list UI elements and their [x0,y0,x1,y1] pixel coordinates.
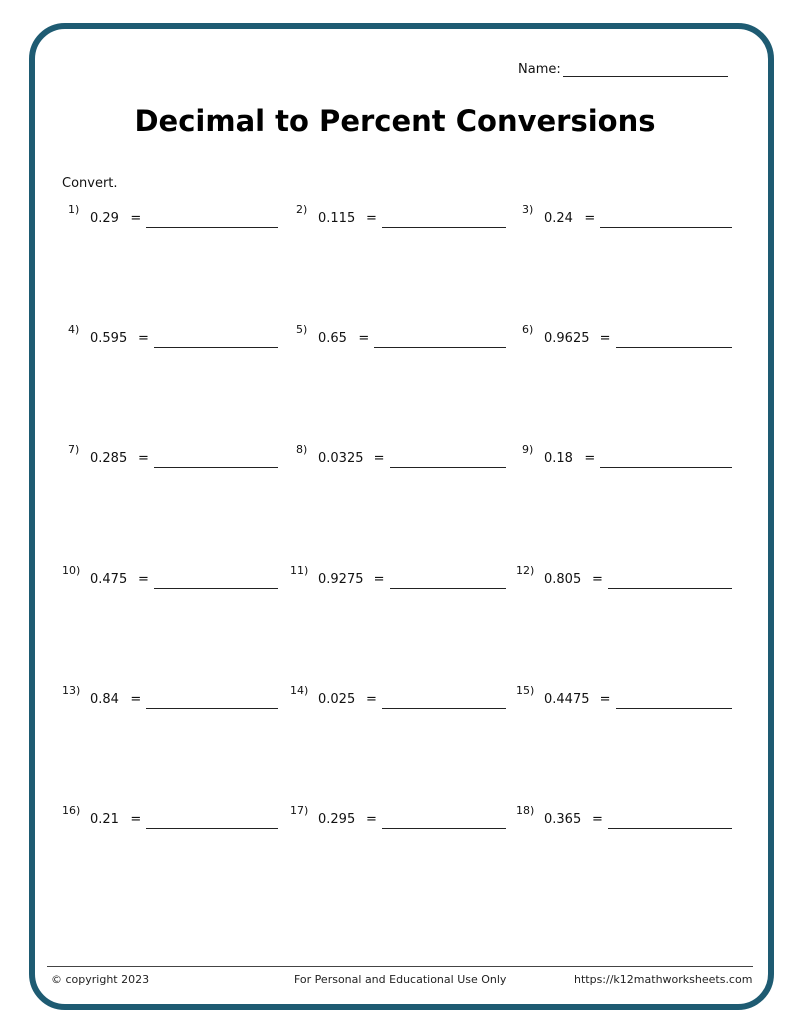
problem-1 [62,203,278,233]
problem-decimal: 0.65 [318,331,347,346]
problem-18 [516,804,732,834]
answer-blank[interactable] [382,828,506,829]
answer-blank[interactable] [616,347,732,348]
equals-sign: = [366,692,377,707]
name-field [518,62,728,77]
footer-url: https://k12mathworksheets.com [574,973,753,986]
equals-sign: = [592,572,603,587]
problem-17 [290,804,506,834]
equals-sign: = [138,451,149,466]
problem-decimal: 0.115 [318,211,356,226]
problem-decimal: 0.805 [544,572,582,587]
problem-decimal: 0.0325 [318,451,364,466]
equals-sign: = [130,812,142,827]
problem-number: 18) [516,804,535,817]
answer-blank[interactable] [146,828,278,829]
problem-number: 5) [296,323,308,336]
equals-sign: = [366,812,377,827]
answer-blank[interactable] [154,588,278,589]
answer-blank[interactable] [390,588,506,589]
problem-5 [290,323,506,353]
problem-decimal: 0.285 [90,451,128,466]
problem-decimal: 0.365 [544,812,582,827]
problem-decimal: 0.9625 [544,331,590,346]
problem-12 [516,564,732,594]
footer-copyright: © copyright 2023 [51,973,150,986]
problem-16 [62,804,278,834]
problem-number: 4) [68,323,80,336]
answer-blank[interactable] [616,708,732,709]
name-label: Name: [518,62,561,77]
equals-sign: = [366,211,377,226]
equals-sign: = [130,211,142,226]
worksheet-border [29,23,774,1010]
problem-6 [516,323,732,353]
name-blank-line[interactable] [563,62,728,77]
problem-number: 1) [68,203,80,216]
problem-number: 14) [290,684,309,697]
problem-decimal: 0.025 [318,692,356,707]
equals-sign: = [584,211,596,226]
problem-number: 2) [296,203,308,216]
equals-sign: = [373,572,385,587]
problem-decimal: 0.595 [90,331,128,346]
problem-decimal: 0.9275 [318,572,364,587]
equals-sign: = [592,812,603,827]
problem-number: 15) [516,684,535,697]
problem-number: 11) [290,564,309,577]
problem-2 [290,203,506,233]
equals-sign: = [373,451,385,466]
answer-blank[interactable] [382,708,506,709]
problem-number: 8) [296,443,308,456]
answer-blank[interactable] [146,227,278,228]
equals-sign: = [584,451,596,466]
answer-blank[interactable] [600,467,732,468]
problem-number: 17) [290,804,309,817]
problem-number: 13) [62,684,81,697]
problem-11 [290,564,506,594]
answer-blank[interactable] [374,347,506,348]
problem-15 [516,684,732,714]
problem-decimal: 0.475 [90,572,128,587]
answer-blank[interactable] [146,708,278,709]
problem-number: 10) [62,564,81,577]
problem-number: 9) [522,443,534,456]
page-title: Decimal to Percent Conversions [134,104,656,138]
problem-4 [62,323,278,353]
equals-sign: = [599,331,611,346]
problem-7 [62,443,278,473]
problem-decimal: 0.21 [90,812,119,827]
answer-blank[interactable] [600,227,732,228]
problem-number: 7) [68,443,80,456]
equals-sign: = [358,331,370,346]
answer-blank[interactable] [382,227,506,228]
problem-9 [516,443,732,473]
problem-number: 16) [62,804,81,817]
problem-number: 3) [522,203,534,216]
answer-blank[interactable] [154,347,278,348]
answer-blank[interactable] [154,467,278,468]
equals-sign: = [130,692,142,707]
problem-number: 12) [516,564,535,577]
problem-decimal: 0.84 [90,692,119,707]
problem-number: 6) [522,323,534,336]
problem-decimal: 0.24 [544,211,573,226]
answer-blank[interactable] [608,588,732,589]
problem-decimal: 0.29 [90,211,119,226]
equals-sign: = [599,692,611,707]
problem-10 [62,564,278,594]
problem-decimal: 0.295 [318,812,356,827]
equals-sign: = [138,572,149,587]
problem-13 [62,684,278,714]
problem-decimal: 0.4475 [544,692,590,707]
answer-blank[interactable] [608,828,732,829]
footer-usage: For Personal and Educational Use Only [294,973,507,986]
problem-14 [290,684,506,714]
answer-blank[interactable] [390,467,506,468]
problem-8 [290,443,506,473]
problem-3 [516,203,732,233]
instruction-text: Convert. [62,176,118,191]
equals-sign: = [138,331,149,346]
footer-divider [47,966,753,967]
problem-decimal: 0.18 [544,451,573,466]
